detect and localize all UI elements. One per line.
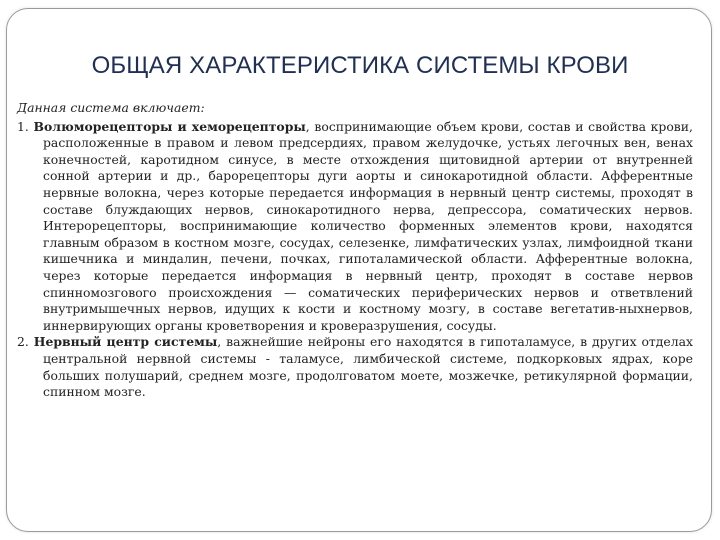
item-text: , воспринимающие объем крови, состав и свойства крови, расположенные в правом и левом предсердиях, правом желудочке, устьях легочных вен, венах конечностей, каротидном синусе, в месте отхождения щитовидной артерии от внутренней сонной артерии и др., барорецепторы дуги аорты и синокаротидной области. Афферентные нервные волокна, через которые передается информация в нервный центр системы, проходят в составе блуждающих нервов, синокаротидного нерва, депрессора, соматических нервов. Интерорецепторы, воспринимающие количество форменных элементов крови, находятся главным образом в костном мозге, сосудах, селезенке, лимфатических узлах, лимфоидной ткани кишечника и миндалин, печени, почках, гипоталамической области. Афферентные волокна, через которые передается информация в нервный центр, проходят в составе нервов спинномозгового происхождения — соматических периферических нервов и ответвлений внутримышечных нервов, идущих к кости и костному мозгу, в составе вегетатив-ныхнервов, иннервирующих органы кроветворения и кроверазрушения, сосуды. xyxy=(43,118,693,333)
list-item-1 xyxy=(17,119,693,335)
item-term: Волюморецепторы и хеморецепторы xyxy=(33,118,306,134)
slide-content xyxy=(17,100,693,401)
slide-title: ОБЩАЯ ХАРАКТЕРИСТИКА СИСТЕМЫ КРОВИ xyxy=(91,52,629,79)
intro-text: Данная система включает: xyxy=(17,100,205,115)
item-term: Нервный центр системы xyxy=(33,334,218,350)
item-text: , важнейшие нейроны его находятся в гипоталамусе, в других отделах центральной нервной системы - таламусе, лимбической системе, подкорковых ядрах, коре больших полушарий, среднем мозге, продолговатом моете, мозжечке, ретикулярной формации, спинном мозге. xyxy=(43,334,693,400)
item-number: 1. xyxy=(17,118,29,134)
item-number: 2. xyxy=(17,334,29,350)
list-item-2 xyxy=(17,334,693,400)
